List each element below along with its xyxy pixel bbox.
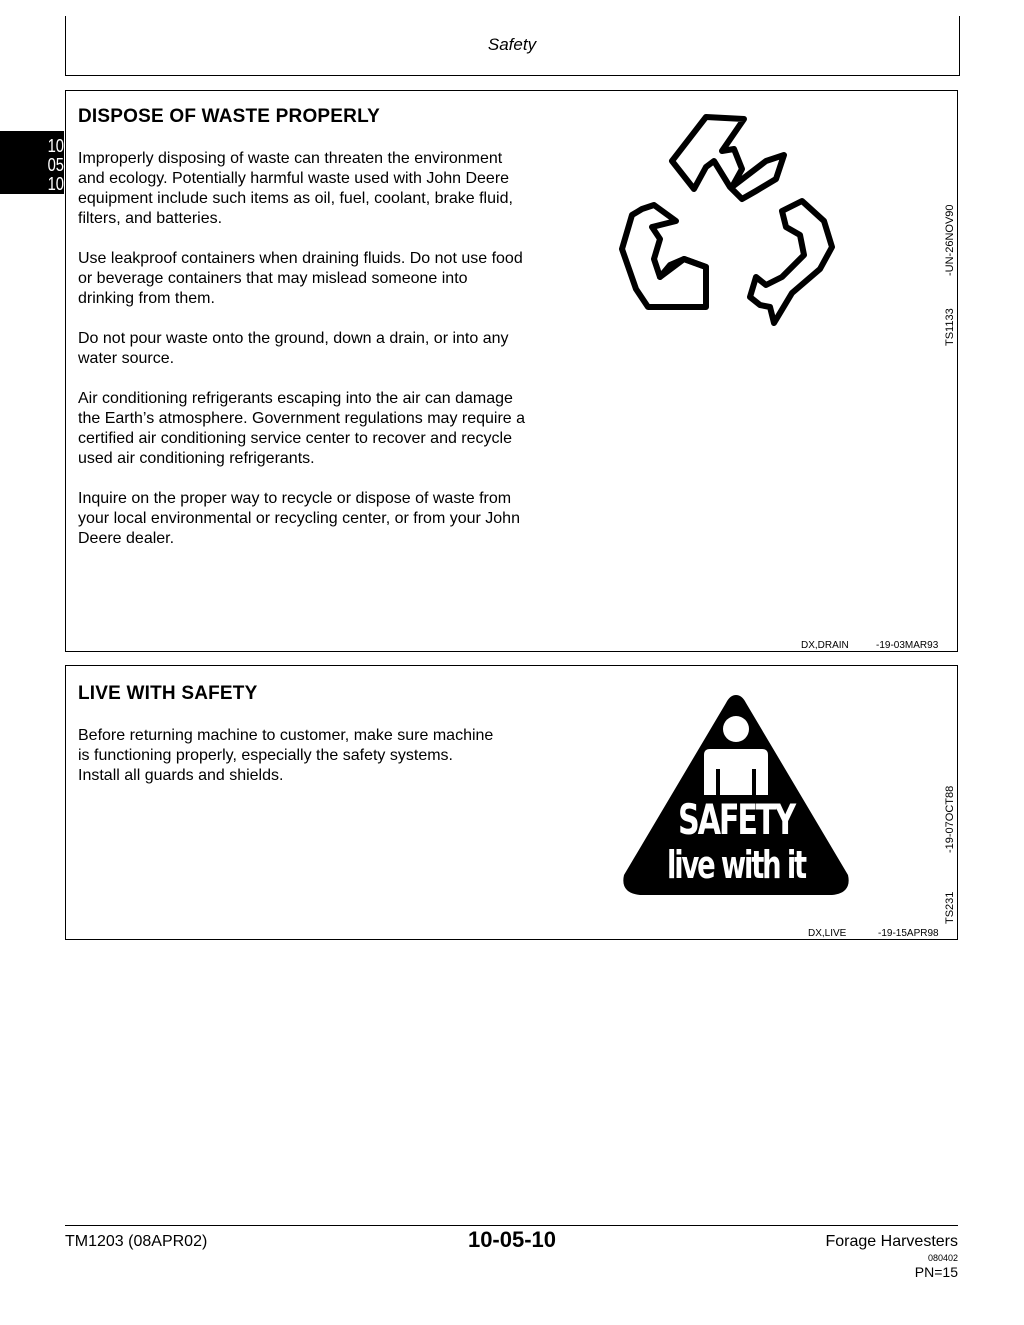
- section-title: LIVE WITH SAFETY: [78, 683, 258, 704]
- paragraph: Before returning machine to customer, make sure machine is functioning properly, especially the safety systems. Install all guards and shields.: [78, 727, 494, 784]
- ref-date: -19-03MAR93: [876, 640, 939, 651]
- paragraph: Improperly disposing of waste can threaten the environment and ecology. Potentially harmful waste used with John Deere equipment include such items as oil, fuel, coolant, brake fluid, filters, and batteries.: [78, 150, 513, 227]
- safety-text: SAFETY: [677, 795, 795, 844]
- section-tab-line: 10: [47, 136, 64, 156]
- recycle-symbol-icon: [614, 109, 844, 339]
- figure-id-date: -UN-26NOV90: [944, 204, 956, 276]
- section-tab-line: 10: [47, 174, 64, 194]
- footer-pn: PN=15: [914, 1264, 958, 1280]
- paragraph: Do not pour waste onto the ground, down a drain, or into any water source.: [78, 330, 509, 367]
- paragraph: Use leakproof containers when draining fluids. Do not use food or beverage containers that may mislead someone into drinking from them.: [78, 250, 523, 307]
- live-with-safety-section: [65, 665, 958, 940]
- section-tab-line: 05: [47, 155, 64, 175]
- ref-code: DX,LIVE: [808, 928, 847, 939]
- footer-date-code: 080402: [927, 1253, 958, 1263]
- live-with-it-text: live with it: [667, 843, 805, 887]
- section-body: [78, 726, 498, 806]
- footer-rule: [65, 1225, 958, 1226]
- section-body: [78, 149, 528, 569]
- figure-id-code: TS231: [944, 891, 956, 924]
- manual-id: TM1203 (08APR02): [65, 1233, 208, 1250]
- dispose-waste-section: [65, 90, 958, 652]
- figure-id-date: -19-07OCT88: [944, 785, 956, 853]
- paragraph: Air conditioning refrigerants escaping into the air can damage the Earth’s atmosphere. Government regulations may require a certified air conditioning service center to recover and recycle used air conditioning refrigerants.: [78, 390, 526, 467]
- figure-id-code: TS1133: [944, 308, 956, 346]
- section-tab: [0, 131, 64, 194]
- ref-date: -19-15APR98: [878, 928, 939, 939]
- safety-triangle-icon: [620, 691, 852, 898]
- paragraph: Inquire on the proper way to recycle or dispose of waste from your local environmental or recycling center, or from your John Deere dealer.: [78, 490, 520, 547]
- section-title: DISPOSE OF WASTE PROPERLY: [78, 106, 381, 127]
- product-name: Forage Harvesters: [825, 1233, 958, 1250]
- ref-code: DX,DRAIN: [801, 640, 849, 651]
- section-header: Safety: [487, 35, 537, 54]
- page-number: 10-05-10: [467, 1227, 557, 1252]
